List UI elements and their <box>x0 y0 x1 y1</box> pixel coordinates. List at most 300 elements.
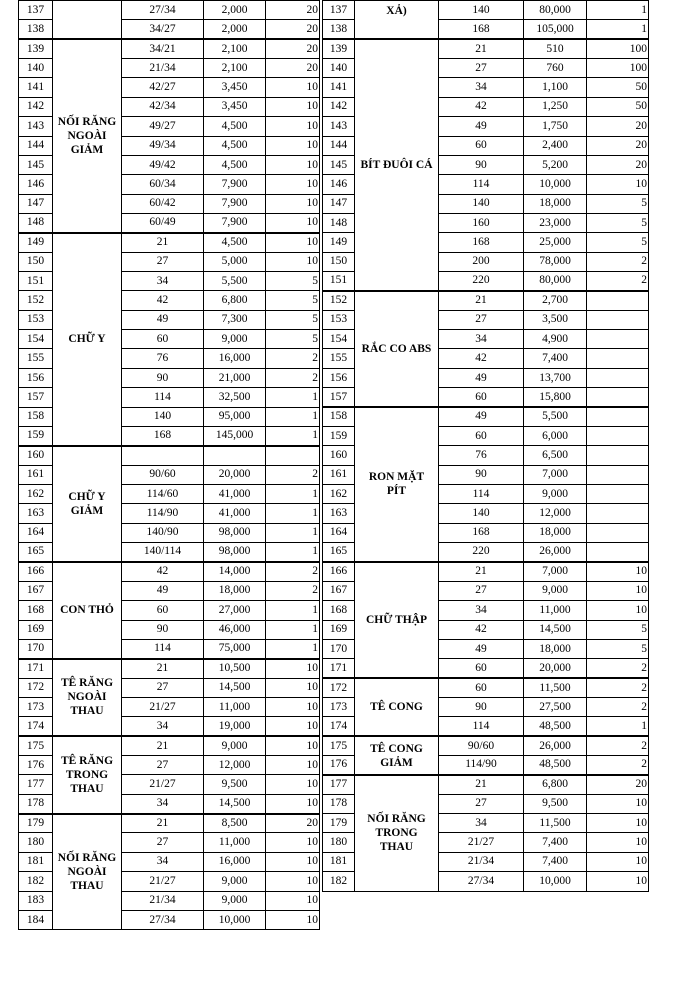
group-name: TÊ RĂNG TRONG THAU <box>53 736 122 813</box>
group-name: NỐI RĂNG NGOÀI GIẢM <box>53 39 122 233</box>
size-cell: 90/60 <box>439 736 524 755</box>
group-name: XẢ) <box>355 1 439 40</box>
size-cell: 90 <box>122 368 204 387</box>
quantity-cell: 2 <box>587 697 649 716</box>
row-number: 143 <box>323 117 355 136</box>
quantity-cell: 10 <box>266 194 320 213</box>
size-cell: 42 <box>439 97 524 116</box>
price-cell: 26,000 <box>524 543 587 562</box>
quantity-cell: 1 <box>266 620 320 639</box>
price-cell: 11,000 <box>524 601 587 620</box>
price-cell: 9,500 <box>524 794 587 813</box>
size-cell: 140 <box>122 407 204 426</box>
size-cell: 60 <box>439 388 524 407</box>
size-cell: 34 <box>439 601 524 620</box>
price-cell: 32,500 <box>204 388 266 407</box>
quantity-cell: 2 <box>587 252 649 271</box>
price-cell: 21,000 <box>204 368 266 387</box>
size-cell: 90 <box>122 620 204 639</box>
row-number: 169 <box>323 620 355 639</box>
price-cell: 105,000 <box>524 20 587 39</box>
quantity-cell: 2 <box>266 562 320 581</box>
size-cell: 27 <box>122 678 204 697</box>
size-cell: 21 <box>439 562 524 581</box>
size-cell: 34 <box>122 272 204 291</box>
row-number: 152 <box>19 291 53 310</box>
price-cell: 4,500 <box>204 233 266 252</box>
quantity-cell: 1 <box>587 717 649 736</box>
price-cell: 7,400 <box>524 833 587 852</box>
row-number: 167 <box>323 581 355 600</box>
quantity-cell: 10 <box>266 233 320 252</box>
price-cell: 5,500 <box>204 272 266 291</box>
size-cell <box>122 446 204 465</box>
quantity-cell: 10 <box>587 562 649 581</box>
quantity-cell: 10 <box>587 581 649 600</box>
row-number: 157 <box>19 388 53 407</box>
size-cell: 27/34 <box>439 872 524 891</box>
quantity-cell: 10 <box>587 852 649 871</box>
quantity-cell: 10 <box>587 872 649 891</box>
group-name: CHỮ Y <box>53 233 122 446</box>
quantity-cell <box>587 504 649 523</box>
size-cell: 42 <box>122 562 204 581</box>
price-cell: 11,500 <box>524 678 587 697</box>
price-cell: 98,000 <box>204 523 266 542</box>
row-number: 147 <box>19 194 53 213</box>
group-name: TÊ RĂNG NGOÀI THAU <box>53 659 122 736</box>
quantity-cell: 10 <box>266 78 320 97</box>
row-number: 171 <box>19 659 53 678</box>
table-row <box>19 1 320 20</box>
price-cell: 7,400 <box>524 349 587 368</box>
price-cell: 14,500 <box>204 794 266 813</box>
row-number: 140 <box>19 59 53 78</box>
row-number: 140 <box>323 59 355 78</box>
quantity-cell: 20 <box>266 39 320 58</box>
quantity-cell <box>587 368 649 387</box>
row-number: 173 <box>323 697 355 716</box>
quantity-cell: 2 <box>587 272 649 291</box>
price-cell: 1,250 <box>524 97 587 116</box>
quantity-cell: 2 <box>587 736 649 755</box>
group-name: RON MẶT PÍT <box>355 407 439 562</box>
quantity-cell <box>587 484 649 503</box>
quantity-cell: 5 <box>266 272 320 291</box>
size-cell: 114 <box>122 388 204 407</box>
table-row <box>19 446 320 465</box>
size-cell: 34 <box>122 717 204 736</box>
row-number: 154 <box>19 330 53 349</box>
table-row <box>323 407 649 426</box>
row-number: 176 <box>323 756 355 775</box>
price-table-left <box>18 0 320 930</box>
size-cell: 27 <box>439 310 524 329</box>
price-cell: 9,000 <box>204 872 266 891</box>
row-number: 150 <box>19 252 53 271</box>
size-cell: 114 <box>439 484 524 503</box>
quantity-cell: 10 <box>266 852 320 871</box>
price-cell: 18,000 <box>524 194 587 213</box>
row-number: 152 <box>323 291 355 310</box>
table-row <box>323 39 649 58</box>
quantity-cell: 5 <box>587 213 649 232</box>
price-cell: 7,900 <box>204 194 266 213</box>
row-number: 165 <box>19 543 53 562</box>
size-cell: 27/34 <box>122 1 204 20</box>
size-cell: 21/27 <box>122 697 204 716</box>
price-cell: 27,000 <box>204 601 266 620</box>
price-cell: 80,000 <box>524 272 587 291</box>
price-cell: 6,000 <box>524 426 587 445</box>
size-cell: 168 <box>439 523 524 542</box>
quantity-cell: 10 <box>266 136 320 155</box>
quantity-cell: 2 <box>587 659 649 678</box>
row-number: 178 <box>19 794 53 813</box>
price-cell: 7,900 <box>204 213 266 232</box>
group-name: RẮC CO ABS <box>355 291 439 407</box>
size-cell: 21 <box>439 291 524 310</box>
price-cell: 5,000 <box>204 252 266 271</box>
row-number: 166 <box>19 562 53 581</box>
price-cell: 98,000 <box>204 543 266 562</box>
quantity-cell: 20 <box>266 20 320 39</box>
row-number: 179 <box>19 814 53 833</box>
row-number: 168 <box>19 601 53 620</box>
price-cell: 10,000 <box>524 872 587 891</box>
price-cell: 10,500 <box>204 659 266 678</box>
quantity-cell: 10 <box>266 117 320 136</box>
row-number: 171 <box>323 659 355 678</box>
table-row <box>19 39 320 58</box>
quantity-cell <box>587 349 649 368</box>
row-number: 148 <box>19 213 53 232</box>
row-number: 176 <box>19 756 53 775</box>
size-cell: 60 <box>122 330 204 349</box>
quantity-cell: 10 <box>266 659 320 678</box>
price-cell: 4,500 <box>204 117 266 136</box>
quantity-cell: 10 <box>266 794 320 813</box>
table-row <box>19 659 320 678</box>
price-cell: 10,000 <box>204 910 266 929</box>
price-cell: 9,000 <box>204 330 266 349</box>
price-cell: 48,500 <box>524 717 587 736</box>
size-cell: 34 <box>439 814 524 833</box>
size-cell: 34 <box>122 852 204 871</box>
row-number: 173 <box>19 697 53 716</box>
row-number: 158 <box>19 407 53 426</box>
price-cell: 12,000 <box>524 504 587 523</box>
row-number: 154 <box>323 330 355 349</box>
quantity-cell: 1 <box>266 484 320 503</box>
quantity-cell: 1 <box>266 523 320 542</box>
quantity-cell: 20 <box>266 814 320 833</box>
size-cell: 60 <box>439 659 524 678</box>
quantity-cell: 5 <box>266 291 320 310</box>
quantity-cell: 100 <box>587 39 649 58</box>
row-number: 141 <box>19 78 53 97</box>
quantity-cell: 10 <box>266 175 320 194</box>
row-number: 156 <box>19 368 53 387</box>
row-number: 153 <box>19 310 53 329</box>
size-cell: 114/60 <box>122 484 204 503</box>
quantity-cell: 1 <box>587 20 649 39</box>
quantity-cell: 10 <box>266 775 320 794</box>
price-cell: 9,000 <box>524 484 587 503</box>
quantity-cell: 50 <box>587 78 649 97</box>
size-cell: 114 <box>122 639 204 658</box>
price-table-left-body <box>19 1 320 930</box>
price-cell: 9,500 <box>204 775 266 794</box>
size-cell: 114/90 <box>439 756 524 775</box>
quantity-cell: 2 <box>266 368 320 387</box>
row-number: 162 <box>323 484 355 503</box>
price-cell: 20,000 <box>204 465 266 484</box>
price-cell: 1,750 <box>524 117 587 136</box>
quantity-cell: 1 <box>266 504 320 523</box>
row-number: 168 <box>323 601 355 620</box>
price-cell: 41,000 <box>204 484 266 503</box>
row-number: 174 <box>19 717 53 736</box>
price-cell: 6,800 <box>204 291 266 310</box>
size-cell: 140 <box>439 194 524 213</box>
size-cell: 27 <box>439 59 524 78</box>
group-name: TÊ CONG GIẢM <box>355 736 439 775</box>
row-number: 138 <box>19 20 53 39</box>
row-number: 184 <box>19 910 53 929</box>
quantity-cell: 1 <box>266 601 320 620</box>
size-cell: 21/27 <box>439 833 524 852</box>
size-cell: 27/34 <box>122 910 204 929</box>
row-number: 144 <box>323 136 355 155</box>
row-number: 163 <box>323 504 355 523</box>
price-cell: 18,000 <box>524 639 587 658</box>
row-number: 162 <box>19 484 53 503</box>
size-cell: 21 <box>122 659 204 678</box>
row-number: 142 <box>19 97 53 116</box>
price-cell: 3,500 <box>524 310 587 329</box>
size-cell: 90 <box>439 155 524 174</box>
quantity-cell: 20 <box>587 775 649 794</box>
table-row <box>323 775 649 794</box>
row-number: 172 <box>323 678 355 697</box>
size-cell: 34/21 <box>122 39 204 58</box>
price-cell: 4,900 <box>524 330 587 349</box>
size-cell: 160 <box>439 213 524 232</box>
row-number: 148 <box>323 213 355 232</box>
price-cell: 2,700 <box>524 291 587 310</box>
price-cell: 760 <box>524 59 587 78</box>
size-cell: 60 <box>439 678 524 697</box>
quantity-cell: 2 <box>266 465 320 484</box>
quantity-cell: 10 <box>266 910 320 929</box>
quantity-cell: 10 <box>266 678 320 697</box>
quantity-cell: 10 <box>266 97 320 116</box>
size-cell: 49/42 <box>122 155 204 174</box>
size-cell: 49/34 <box>122 136 204 155</box>
table-row <box>19 814 320 833</box>
quantity-cell <box>587 465 649 484</box>
size-cell: 168 <box>439 20 524 39</box>
quantity-cell: 2 <box>266 581 320 600</box>
quantity-cell: 20 <box>266 59 320 78</box>
quantity-cell <box>587 388 649 407</box>
quantity-cell <box>587 543 649 562</box>
quantity-cell: 10 <box>266 891 320 910</box>
row-number: 178 <box>323 794 355 813</box>
price-cell: 19,000 <box>204 717 266 736</box>
size-cell: 49 <box>122 581 204 600</box>
size-cell: 49 <box>439 368 524 387</box>
row-number: 141 <box>323 78 355 97</box>
size-cell: 220 <box>439 272 524 291</box>
row-number: 155 <box>19 349 53 368</box>
quantity-cell: 20 <box>266 1 320 20</box>
size-cell: 90 <box>439 465 524 484</box>
price-cell: 18,000 <box>204 581 266 600</box>
quantity-cell: 20 <box>587 136 649 155</box>
size-cell: 27 <box>439 581 524 600</box>
row-number: 177 <box>323 775 355 794</box>
price-cell: 20,000 <box>524 659 587 678</box>
size-cell: 21/34 <box>439 852 524 871</box>
row-number: 169 <box>19 620 53 639</box>
price-cell: 80,000 <box>524 1 587 20</box>
table-row <box>323 736 649 755</box>
size-cell: 60 <box>439 136 524 155</box>
price-cell: 3,450 <box>204 97 266 116</box>
row-number: 164 <box>19 523 53 542</box>
price-cell: 2,100 <box>204 39 266 58</box>
quantity-cell: 10 <box>266 213 320 232</box>
quantity-cell: 1 <box>266 407 320 426</box>
price-cell: 11,500 <box>524 814 587 833</box>
row-number: 158 <box>323 407 355 426</box>
price-cell: 16,000 <box>204 852 266 871</box>
price-cell: 78,000 <box>524 252 587 271</box>
size-cell: 114 <box>439 175 524 194</box>
row-number: 157 <box>323 388 355 407</box>
row-number: 160 <box>323 446 355 465</box>
quantity-cell <box>587 330 649 349</box>
quantity-cell <box>587 310 649 329</box>
price-cell: 5,500 <box>524 407 587 426</box>
size-cell: 34 <box>439 78 524 97</box>
quantity-cell: 10 <box>266 872 320 891</box>
price-cell: 26,000 <box>524 736 587 755</box>
price-cell: 2,400 <box>524 136 587 155</box>
row-number: 137 <box>19 1 53 20</box>
group-name: BÍT ĐUÔI CÁ <box>355 39 439 291</box>
row-number: 139 <box>323 39 355 58</box>
row-number: 180 <box>323 833 355 852</box>
row-number: 143 <box>19 117 53 136</box>
row-number: 137 <box>323 1 355 20</box>
row-number: 174 <box>323 717 355 736</box>
price-cell: 7,400 <box>524 852 587 871</box>
quantity-cell: 20 <box>587 155 649 174</box>
row-number: 159 <box>19 426 53 445</box>
row-number: 155 <box>323 349 355 368</box>
size-cell: 168 <box>122 426 204 445</box>
size-cell: 21/34 <box>122 59 204 78</box>
quantity-cell: 10 <box>266 697 320 716</box>
group-name: CHỮ THẬP <box>355 562 439 678</box>
row-number: 147 <box>323 194 355 213</box>
price-cell: 9,000 <box>524 581 587 600</box>
price-cell: 23,000 <box>524 213 587 232</box>
size-cell: 34 <box>122 794 204 813</box>
size-cell: 21 <box>122 233 204 252</box>
quantity-cell: 2 <box>587 756 649 775</box>
row-number: 170 <box>323 639 355 658</box>
row-number: 172 <box>19 678 53 697</box>
size-cell: 76 <box>439 446 524 465</box>
price-cell: 48,500 <box>524 756 587 775</box>
quantity-cell: 5 <box>587 620 649 639</box>
quantity-cell: 10 <box>587 833 649 852</box>
row-number: 142 <box>323 97 355 116</box>
quantity-cell: 10 <box>587 814 649 833</box>
quantity-cell: 5 <box>266 330 320 349</box>
price-cell: 2,000 <box>204 1 266 20</box>
quantity-cell <box>587 426 649 445</box>
row-number: 144 <box>19 136 53 155</box>
size-cell: 140 <box>439 504 524 523</box>
row-number: 181 <box>323 852 355 871</box>
table-row <box>19 736 320 755</box>
size-cell: 21/27 <box>122 872 204 891</box>
row-number: 177 <box>19 775 53 794</box>
size-cell: 49 <box>439 407 524 426</box>
row-number: 180 <box>19 833 53 852</box>
price-cell <box>204 446 266 465</box>
row-number: 167 <box>19 581 53 600</box>
quantity-cell: 1 <box>266 639 320 658</box>
row-number: 182 <box>19 872 53 891</box>
price-cell: 8,500 <box>204 814 266 833</box>
size-cell: 60 <box>122 601 204 620</box>
price-cell: 10,000 <box>524 175 587 194</box>
quantity-cell: 5 <box>587 639 649 658</box>
row-number: 156 <box>323 368 355 387</box>
table-row <box>323 562 649 581</box>
price-cell: 6,500 <box>524 446 587 465</box>
quantity-cell: 2 <box>266 349 320 368</box>
row-number: 175 <box>19 736 53 755</box>
size-cell: 140 <box>439 1 524 20</box>
quantity-cell: 2 <box>587 678 649 697</box>
row-number: 164 <box>323 523 355 542</box>
table-row <box>323 1 649 20</box>
row-number: 160 <box>19 446 53 465</box>
row-number: 161 <box>19 465 53 484</box>
row-number: 153 <box>323 310 355 329</box>
group-name <box>53 1 122 40</box>
size-cell: 27 <box>122 252 204 271</box>
price-cell: 12,000 <box>204 756 266 775</box>
size-cell: 21/27 <box>122 775 204 794</box>
row-number: 138 <box>323 20 355 39</box>
row-number: 163 <box>19 504 53 523</box>
price-cell: 14,000 <box>204 562 266 581</box>
row-number: 145 <box>19 155 53 174</box>
price-cell: 14,500 <box>524 620 587 639</box>
group-name: NỐI RĂNG TRONG THAU <box>355 775 439 891</box>
quantity-cell <box>587 523 649 542</box>
row-number: 181 <box>19 852 53 871</box>
row-number: 151 <box>19 272 53 291</box>
